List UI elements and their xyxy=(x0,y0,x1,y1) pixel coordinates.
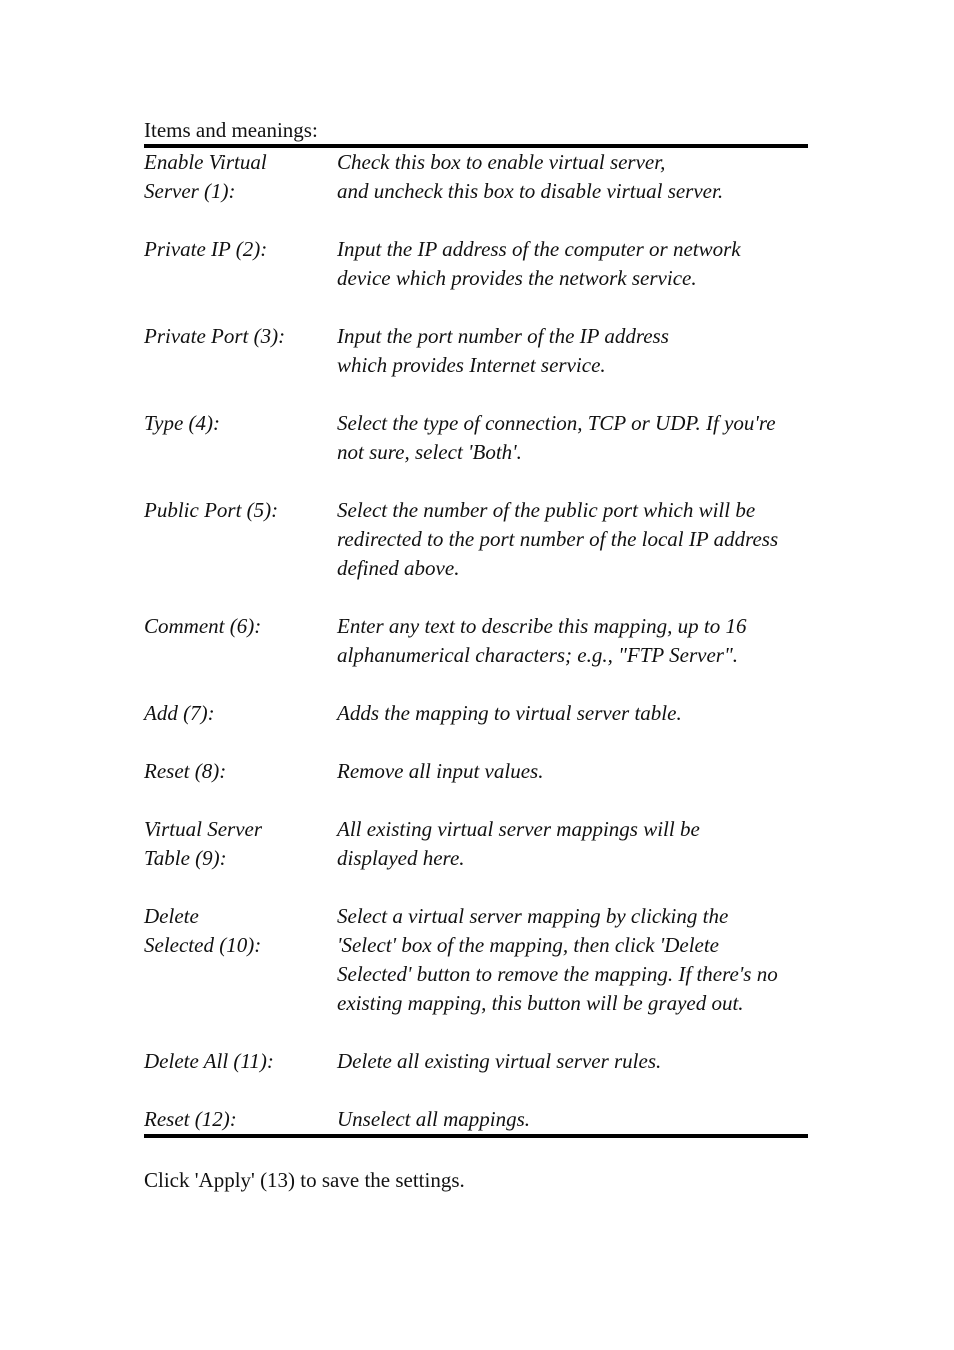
footer-note: Click 'Apply' (13) to save the settings. xyxy=(144,1168,465,1192)
table-row xyxy=(144,322,808,380)
section-intro: Items and meanings: xyxy=(144,118,318,142)
item-term: Public Port (5): xyxy=(144,498,279,522)
item-term: Private Port (3): xyxy=(144,324,286,348)
item-description: Select the type of connection, TCP or UDP. If you're not sure, select 'Both'. xyxy=(337,411,776,464)
item-term: Comment (6): xyxy=(144,614,262,638)
table-row xyxy=(144,496,808,583)
table-row xyxy=(144,409,808,467)
table-row xyxy=(144,902,808,1018)
document-page xyxy=(144,116,808,1194)
item-description: Adds the mapping to virtual server table. xyxy=(337,701,682,725)
items-table xyxy=(144,144,808,1138)
item-term: Reset (8): xyxy=(144,759,227,783)
table-row xyxy=(144,235,808,293)
item-description: Input the IP address of the computer or network device which provides the network service. xyxy=(337,237,741,290)
item-description: Delete all existing virtual server rules. xyxy=(337,1049,662,1073)
table-row xyxy=(144,757,808,786)
item-term: Virtual Server Table (9): xyxy=(144,817,263,870)
item-description: Check this box to enable virtual server, and uncheck this box to disable virtual server. xyxy=(337,150,724,203)
item-term: Enable Virtual Server (1): xyxy=(144,150,267,203)
table-row xyxy=(144,815,808,873)
table-row xyxy=(144,699,808,728)
item-term: Type (4): xyxy=(144,411,220,435)
item-description: Unselect all mappings. xyxy=(337,1107,531,1131)
item-term: Delete All (11): xyxy=(144,1049,274,1073)
item-description: Enter any text to describe this mapping, up to 16 alphanumerical characters; e.g., "FTP Server". xyxy=(337,614,747,667)
table-row xyxy=(144,148,808,206)
item-term: Private IP (2): xyxy=(144,237,268,261)
item-description: Select a virtual server mapping by clicking the 'Select' box of the mapping, then click 'Delete Selected' button to remove the mapping. If there's no existing mapping, this button will be grayed out. xyxy=(337,904,778,1015)
item-description: Remove all input values. xyxy=(337,759,544,783)
item-description: All existing virtual server mappings will be displayed here. xyxy=(337,817,700,870)
item-term: Reset (12): xyxy=(144,1107,237,1131)
table-row xyxy=(144,1105,808,1134)
table-row xyxy=(144,612,808,670)
item-term: Add (7): xyxy=(144,701,215,725)
item-description: Input the port number of the IP address which provides Internet service. xyxy=(337,324,669,377)
item-term: Delete Selected (10): xyxy=(144,904,262,957)
item-description: Select the number of the public port which will be redirected to the port number of the local IP address defined above. xyxy=(337,498,779,580)
table-row xyxy=(144,1047,808,1076)
